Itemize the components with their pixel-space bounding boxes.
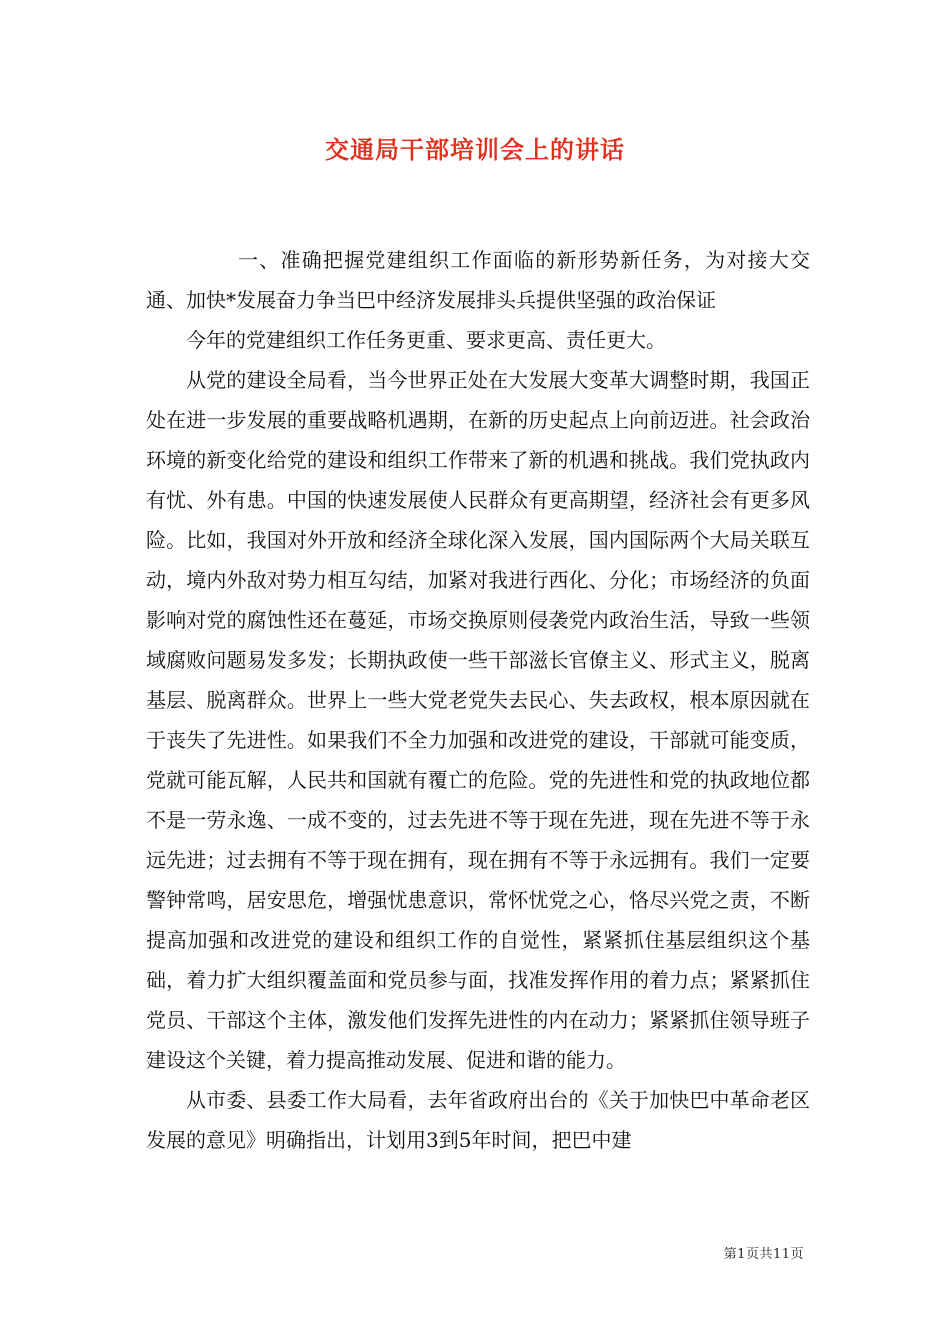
page-number-footer: 第1页共11页 — [723, 1247, 804, 1262]
body-paragraph-1: 今年的党建组织工作任务更重、要求更高、责任更大。 — [186, 328, 666, 352]
page-title: 交通局干部培训会上的讲话 — [325, 135, 625, 164]
body-paragraph-2: 从党的建设全局看，当今世界正处在大发展大变革大调整时期，我国正处在进一步发展的重要战略机遇期，在新的历史起点上向前迈进。社会政治环境的新变化给党的建设和组织工作带来了新的机遇和挑战。我们党执政内有忧、外有患。中国的快速发展使人民群众有更高期望，经济社会有更多风险。比如，我国对外开放和经济全球化深入发展，国内国际两个大局关联互动，境内外敌对势力相互勾结，加紧对我进行西化、分化；市场经济的负面影响对党的腐蚀性还在蔓延，市场交换原则侵袭党内政治生活，导致一些领域腐败问题易发多发；长期执政使一些干部滋长官僚主义、形式主义，脱离基层、脱离群众。世界上一些大党老党失去民心、失去政权，根本原因就在于丧失了先进性。如果我们不全力加强和改进党的建设，干部就可能变质，党就可能瓦解，人民共和国就有覆亡的危险。党的先进性和党的执政地位都不是一劳永逸、一成不变的，过去先进不等于现在先进，现在先进不等于永远先进；过去拥有不等于现在拥有，现在拥有不等于永远拥有。我们一定要警钟常鸣，居安思危，增强忧患意识，常怀忧党之心，恪尽兴党之责，不断提高加强和改进党的建设和组织工作的自觉性，紧紧抓住基层组织这个基础，着力扩大组织覆盖面和党员参与面，找准发挥作用的着力点；紧紧抓住党员、干部这个主体，激发他们发挥先进性的内在动力；紧紧抓住领导班子建设这个关键，着力提高推动发展、促进和谐的能力。 — [146, 368, 810, 1072]
document-body — [146, 240, 810, 1160]
section-heading-paragraph: 一、准确把握党建组织工作面临的新形势新任务，为对接大交通、加快*发展奋力争当巴中经济发展排头兵提供坚强的政治保证 — [146, 248, 810, 312]
body-paragraph-3: 从市委、县委工作大局看，去年省政府出台的《关于加快巴中革命老区发展的意见》明确指出，计划用3到5年时间，把巴中建 — [146, 1088, 810, 1152]
